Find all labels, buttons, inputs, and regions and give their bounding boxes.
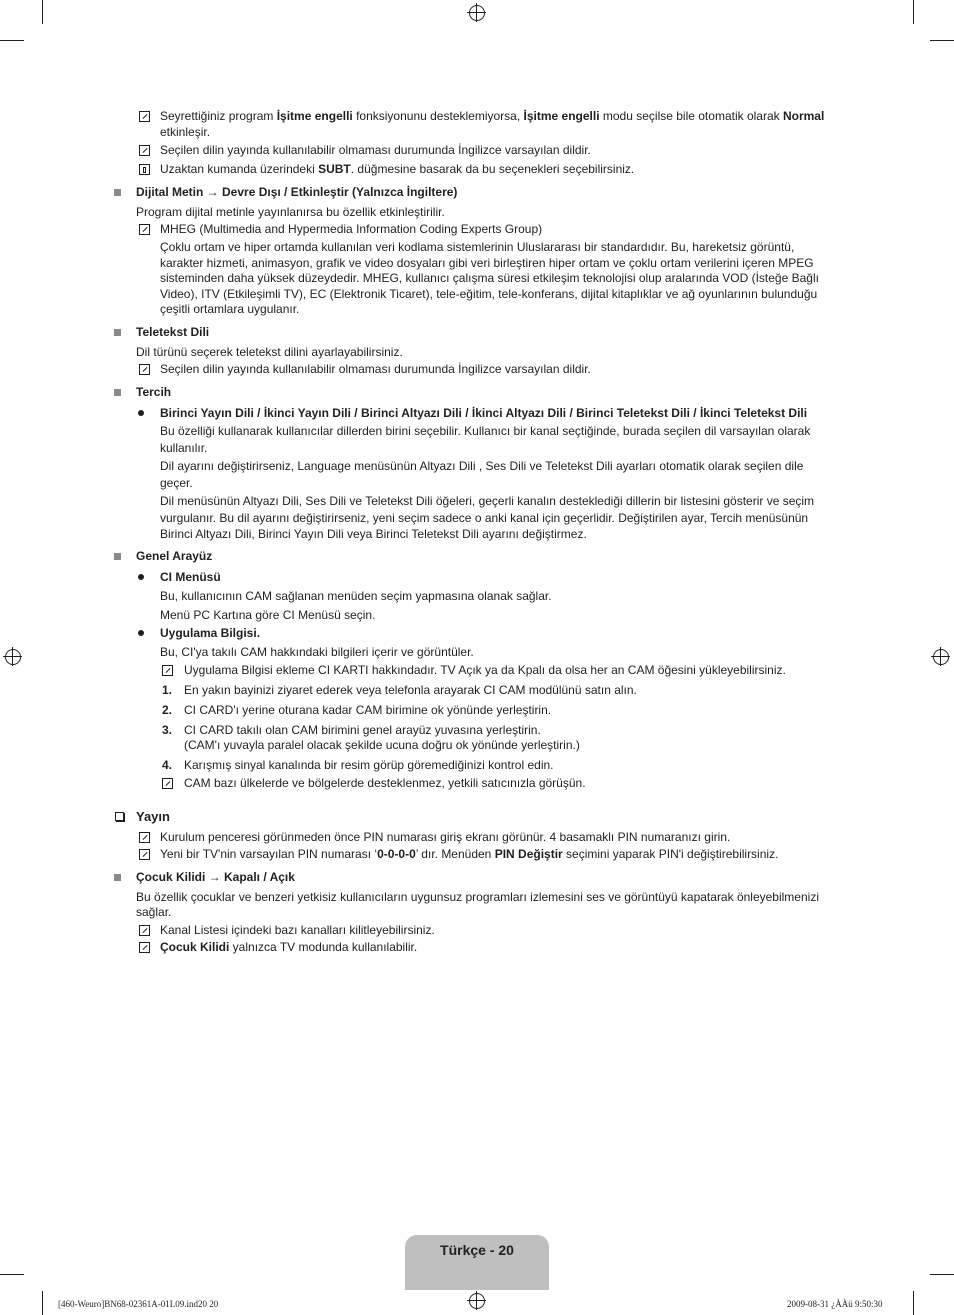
note-text: Çocuk Kilidi yalnızca TV modunda kullanılabilir.	[160, 940, 418, 954]
remote-icon	[139, 164, 150, 175]
note-text: MHEG (Multimedia and Hypermedia Information Coding Experts Group)	[160, 222, 543, 236]
crop-mark	[930, 40, 954, 41]
note-icon	[139, 224, 150, 235]
registration-mark-icon	[933, 649, 949, 665]
body-line: Dil ayarını değiştirirseniz, Language menüsünün Altyazı Dili , Ses Dili ve Teletekst Dili ayarları otomatik olarak seçilen dile	[160, 459, 804, 473]
note-text: CAM bazı ülkelerde ve bölgelerde desteklenmez, yetkili satıcınızla görüşün.	[184, 776, 586, 790]
note-text: Kanal Listesi içindeki bazı kanalları kilitleyebilirsiniz.	[160, 923, 435, 937]
note-icon	[139, 942, 150, 953]
note-icon	[139, 925, 150, 936]
section-desc: Program dijital metinle yayınlanırsa bu özellik etkinleştirilir.	[136, 205, 445, 219]
step-text: CI CARD takılı olan CAM birimini genel arayüz yuvasına yerleştirin.	[184, 723, 541, 737]
note-text: Uygulama Bilgisi ekleme CI KARTI hakkındadır. TV Açık ya da Kpalı da olsa her an CAM öğesini yükleyebilirsiniz.	[184, 663, 786, 677]
registration-mark-icon	[5, 649, 21, 665]
checkbox-icon	[115, 812, 124, 821]
bullet-icon	[138, 630, 144, 636]
body-line: vurgulanır. Bu dil ayarını değiştirirseniz, yeni seçim sadece o anki kanal için geçerlidir. Değiştirilen ayar, Tercih menüsünün	[160, 511, 809, 525]
registration-mark-icon	[469, 1293, 485, 1309]
crop-mark	[0, 1274, 24, 1275]
bullet-title: Birinci Yayın Dili / İkinci Yayın Dili / Birinci Altyazı Dili / İkinci Altyazı Dili / Birinci Teletekst Dili / İkinci Teletekst Dili	[160, 406, 808, 420]
body-line: Menü PC Kartına göre CI Menüsü seçin.	[160, 608, 376, 622]
note-icon	[139, 145, 150, 156]
note-icon	[162, 778, 173, 789]
note-text: Seyrettiğiniz program İşitme engelli fonksiyonunu desteklemiyorsa, İşitme engelli modu seçilse bile otomatik olarak Normal	[160, 109, 825, 123]
bullet-icon	[138, 410, 144, 416]
section-bullet-icon	[114, 553, 121, 560]
note-icon	[139, 111, 150, 122]
note-text: Kurulum penceresi görünmeden önce PIN numarası giriş ekranı görünür. 4 basamaklı PIN numaranızı girin.	[160, 830, 731, 844]
step-text: En yakın bayinizi ziyaret ederek veya telefonla arayarak CI CAM modülünü satın alın.	[184, 683, 637, 697]
note-icon	[139, 832, 150, 843]
section-desc-cont: sağlar.	[136, 905, 172, 919]
note-text: Seçilen dilin yayında kullanılabilir olmaması durumunda İngilizce varsayılan dildir.	[160, 143, 591, 157]
note-icon	[139, 364, 150, 375]
footer-timestamp: 2009-08-31 ¿ÀÀü 9:50:30	[787, 1299, 883, 1309]
section-bullet-icon	[114, 389, 121, 396]
body-line: Birinci Altyazı Dili, Birinci Yayın Dili veya Birinci Teletekst Dili ayarını değiştirmez.	[160, 527, 587, 541]
note-line: Video), ITV (Etkileşimli TV), EC (Elektronik Ticaret), tele-eğitim, tele-konferans, dijital kitaplıklar ve ağ oyunlarının bulunduğu	[160, 287, 818, 301]
step-number: 4.	[162, 758, 173, 772]
step-number: 2.	[162, 703, 173, 717]
registration-mark-icon	[469, 5, 485, 21]
note-line: Çoklu ortam ve hiper ortamda kullanılan veri kodlama sistemlerinin Uluslararası bir standardıdır. Bu, hareketsiz görüntü,	[160, 240, 795, 254]
remote-note-text: Uzaktan kumanda üzerindeki SUBT. düğmesine basarak da bu seçenekleri seçebilirsiniz.	[160, 162, 635, 176]
crop-mark	[913, 0, 914, 24]
step-text: CI CARD'ı yerine oturana kadar CAM birimine ok yönünde yerleştirin.	[184, 703, 552, 717]
step-number: 1.	[162, 683, 173, 697]
section-heading: Dijital Metin → Devre Dışı / Etkinleştir (Yalnızca İngiltere)	[136, 185, 458, 199]
note-icon	[162, 665, 173, 676]
section-heading: Teletekst Dili	[136, 325, 210, 339]
body-line: Dil menüsünün Altyazı Dili, Ses Dili ve Teletekst Dili öğeleri, geçerli kanalın desteklediği dillerin bir listesini gösterir ve seçim	[160, 494, 815, 508]
section-heading: Çocuk Kilidi → Kapalı / Açık	[136, 870, 295, 884]
body-line: Bu, kullanıcının CAM sağlanan menüden seçim yapmasına olanak sağlar.	[160, 589, 552, 603]
section-bullet-icon	[114, 874, 121, 881]
step-text-cont: (CAM'ı yuvayla paralel olacak şekilde ucuna doğru ok yönünde yerleştirin.)	[184, 738, 580, 752]
body-line: Bu özelliği kullanarak kullanıcılar dillerden birini seçebilir. Kullanıcı bir kanal seçtiğinde, burada seçilen dil varsayılan olarak	[160, 424, 811, 438]
note-line: çeşitli ortamlara uygulanır.	[160, 302, 300, 316]
note-line: karakter hizmeti, animasyon, grafik ve video dosyaları gibi veri birleştiren hiper ortam ve çoklu ortam verilerini içeren MPEG	[160, 256, 814, 270]
step-number: 3.	[162, 723, 173, 737]
bullet-title: Uygulama Bilgisi.	[160, 626, 261, 640]
step-text: Karışmış sinyal kanalında bir resim görüp göremediğinizi kontrol edin.	[184, 758, 554, 772]
note-line: sisteminden daha yüksek düzeydedir. MHEG, kullanıcı çalışma süresi etkileşim teknolojisi olup aralarında VOD (İsteğe Bağlı	[160, 271, 819, 285]
note-text-cont: etkinleşir.	[160, 125, 211, 139]
note-text: Seçilen dilin yayında kullanılabilir olmaması durumunda İngilizce varsayılan dildir.	[160, 362, 591, 376]
crop-mark	[42, 1291, 43, 1315]
page-number: Türkçe - 20	[440, 1242, 514, 1258]
section-heading: Genel Arayüz	[136, 549, 213, 563]
section-desc: Bu özellik çocuklar ve benzeri yetkisiz kullanıcıların uygunsuz programları izlemesini ses ve görüntüyü kapatarak önleyebilmenizi	[136, 890, 819, 904]
body-line: geçer.	[160, 476, 193, 490]
crop-mark	[0, 40, 24, 41]
bullet-title: CI Menüsü	[160, 570, 221, 584]
body-line: Bu, CI'ya takılı CAM hakkındaki bilgileri içerir ve görüntüler.	[160, 645, 474, 659]
bullet-icon	[138, 574, 144, 580]
note-text: Yeni bir TV'nin varsayılan PIN numarası ‘0-0-0-0’ dır. Menüden PIN Değiştir seçimini yaparak PIN'i değiştirebilirsiniz.	[160, 847, 779, 861]
body-line: kullanılır.	[160, 441, 208, 455]
footer-file-info: [460-Weuro]BN68-02361A-01L09.ind20 20	[58, 1299, 219, 1309]
note-icon	[139, 849, 150, 860]
chapter-heading: Yayın	[136, 809, 170, 824]
crop-mark	[42, 0, 43, 24]
section-desc: Dil türünü seçerek teletekst dilini ayarlayabilirsiniz.	[136, 345, 403, 359]
crop-mark	[913, 1291, 914, 1315]
section-heading: Tercih	[136, 385, 172, 399]
section-bullet-icon	[114, 189, 121, 196]
crop-mark	[930, 1274, 954, 1275]
section-bullet-icon	[114, 329, 121, 336]
